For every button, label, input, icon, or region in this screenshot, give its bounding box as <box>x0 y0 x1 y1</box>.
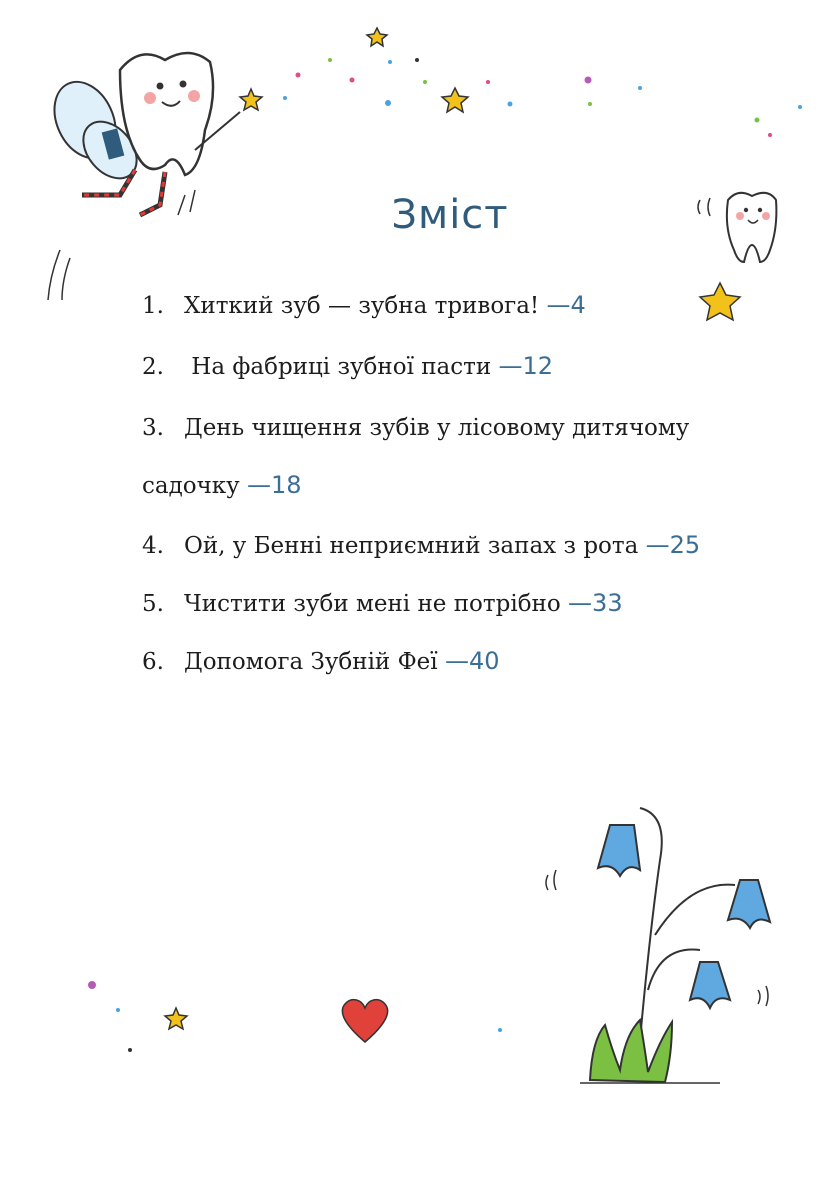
toc-item-title: День чищення зубів у лісовому дитячому <box>184 415 690 441</box>
toc-item-page: —18 <box>247 471 302 499</box>
toc-item-number: 2. <box>142 354 164 380</box>
toc-item-number: 3. <box>142 415 164 441</box>
star-icon <box>165 1008 187 1029</box>
bluebell-flower-icon <box>546 808 770 1083</box>
star-icon <box>442 88 468 112</box>
toc-item-page: —12 <box>498 352 554 380</box>
toc-item-number: 5. <box>142 591 164 617</box>
toc-item-number: 4. <box>142 533 164 559</box>
toc-item-page: —25 <box>645 531 701 559</box>
toc-item-title: На фабриці зубної пасти <box>184 354 499 380</box>
toc-item[interactable] <box>142 646 500 677</box>
toc-item[interactable] <box>142 290 586 321</box>
toc-item-continuation[interactable] <box>142 470 302 501</box>
star-icon <box>700 283 740 320</box>
tooth-fairy-icon <box>43 53 240 300</box>
toc-item[interactable] <box>142 412 689 443</box>
toc-item-title: Чистити зуби мені не потрібно <box>184 591 569 617</box>
toc-item-page: —33 <box>568 589 623 617</box>
toc-item[interactable] <box>142 588 623 619</box>
star-icon <box>367 28 387 46</box>
toc-item-title: Хиткий зуб — зубна тривога! <box>184 293 547 319</box>
toc-item-page: —40 <box>444 647 500 675</box>
toc-item-title: Ой, у Бенні неприємний запах з рота <box>184 533 646 559</box>
toc-item-page: —4 <box>546 291 586 319</box>
page-title: Зміст <box>391 192 509 238</box>
toc-item[interactable] <box>142 351 553 382</box>
star-icon <box>240 89 262 110</box>
toc-item[interactable] <box>142 530 700 561</box>
heart-icon <box>342 1000 387 1042</box>
toc-item-title: садочку <box>142 473 248 499</box>
toc-item-title: Допомога Зубній Феї <box>184 649 445 675</box>
toc-item-number: 6. <box>142 649 164 675</box>
toc-item-number: 1. <box>142 293 164 319</box>
